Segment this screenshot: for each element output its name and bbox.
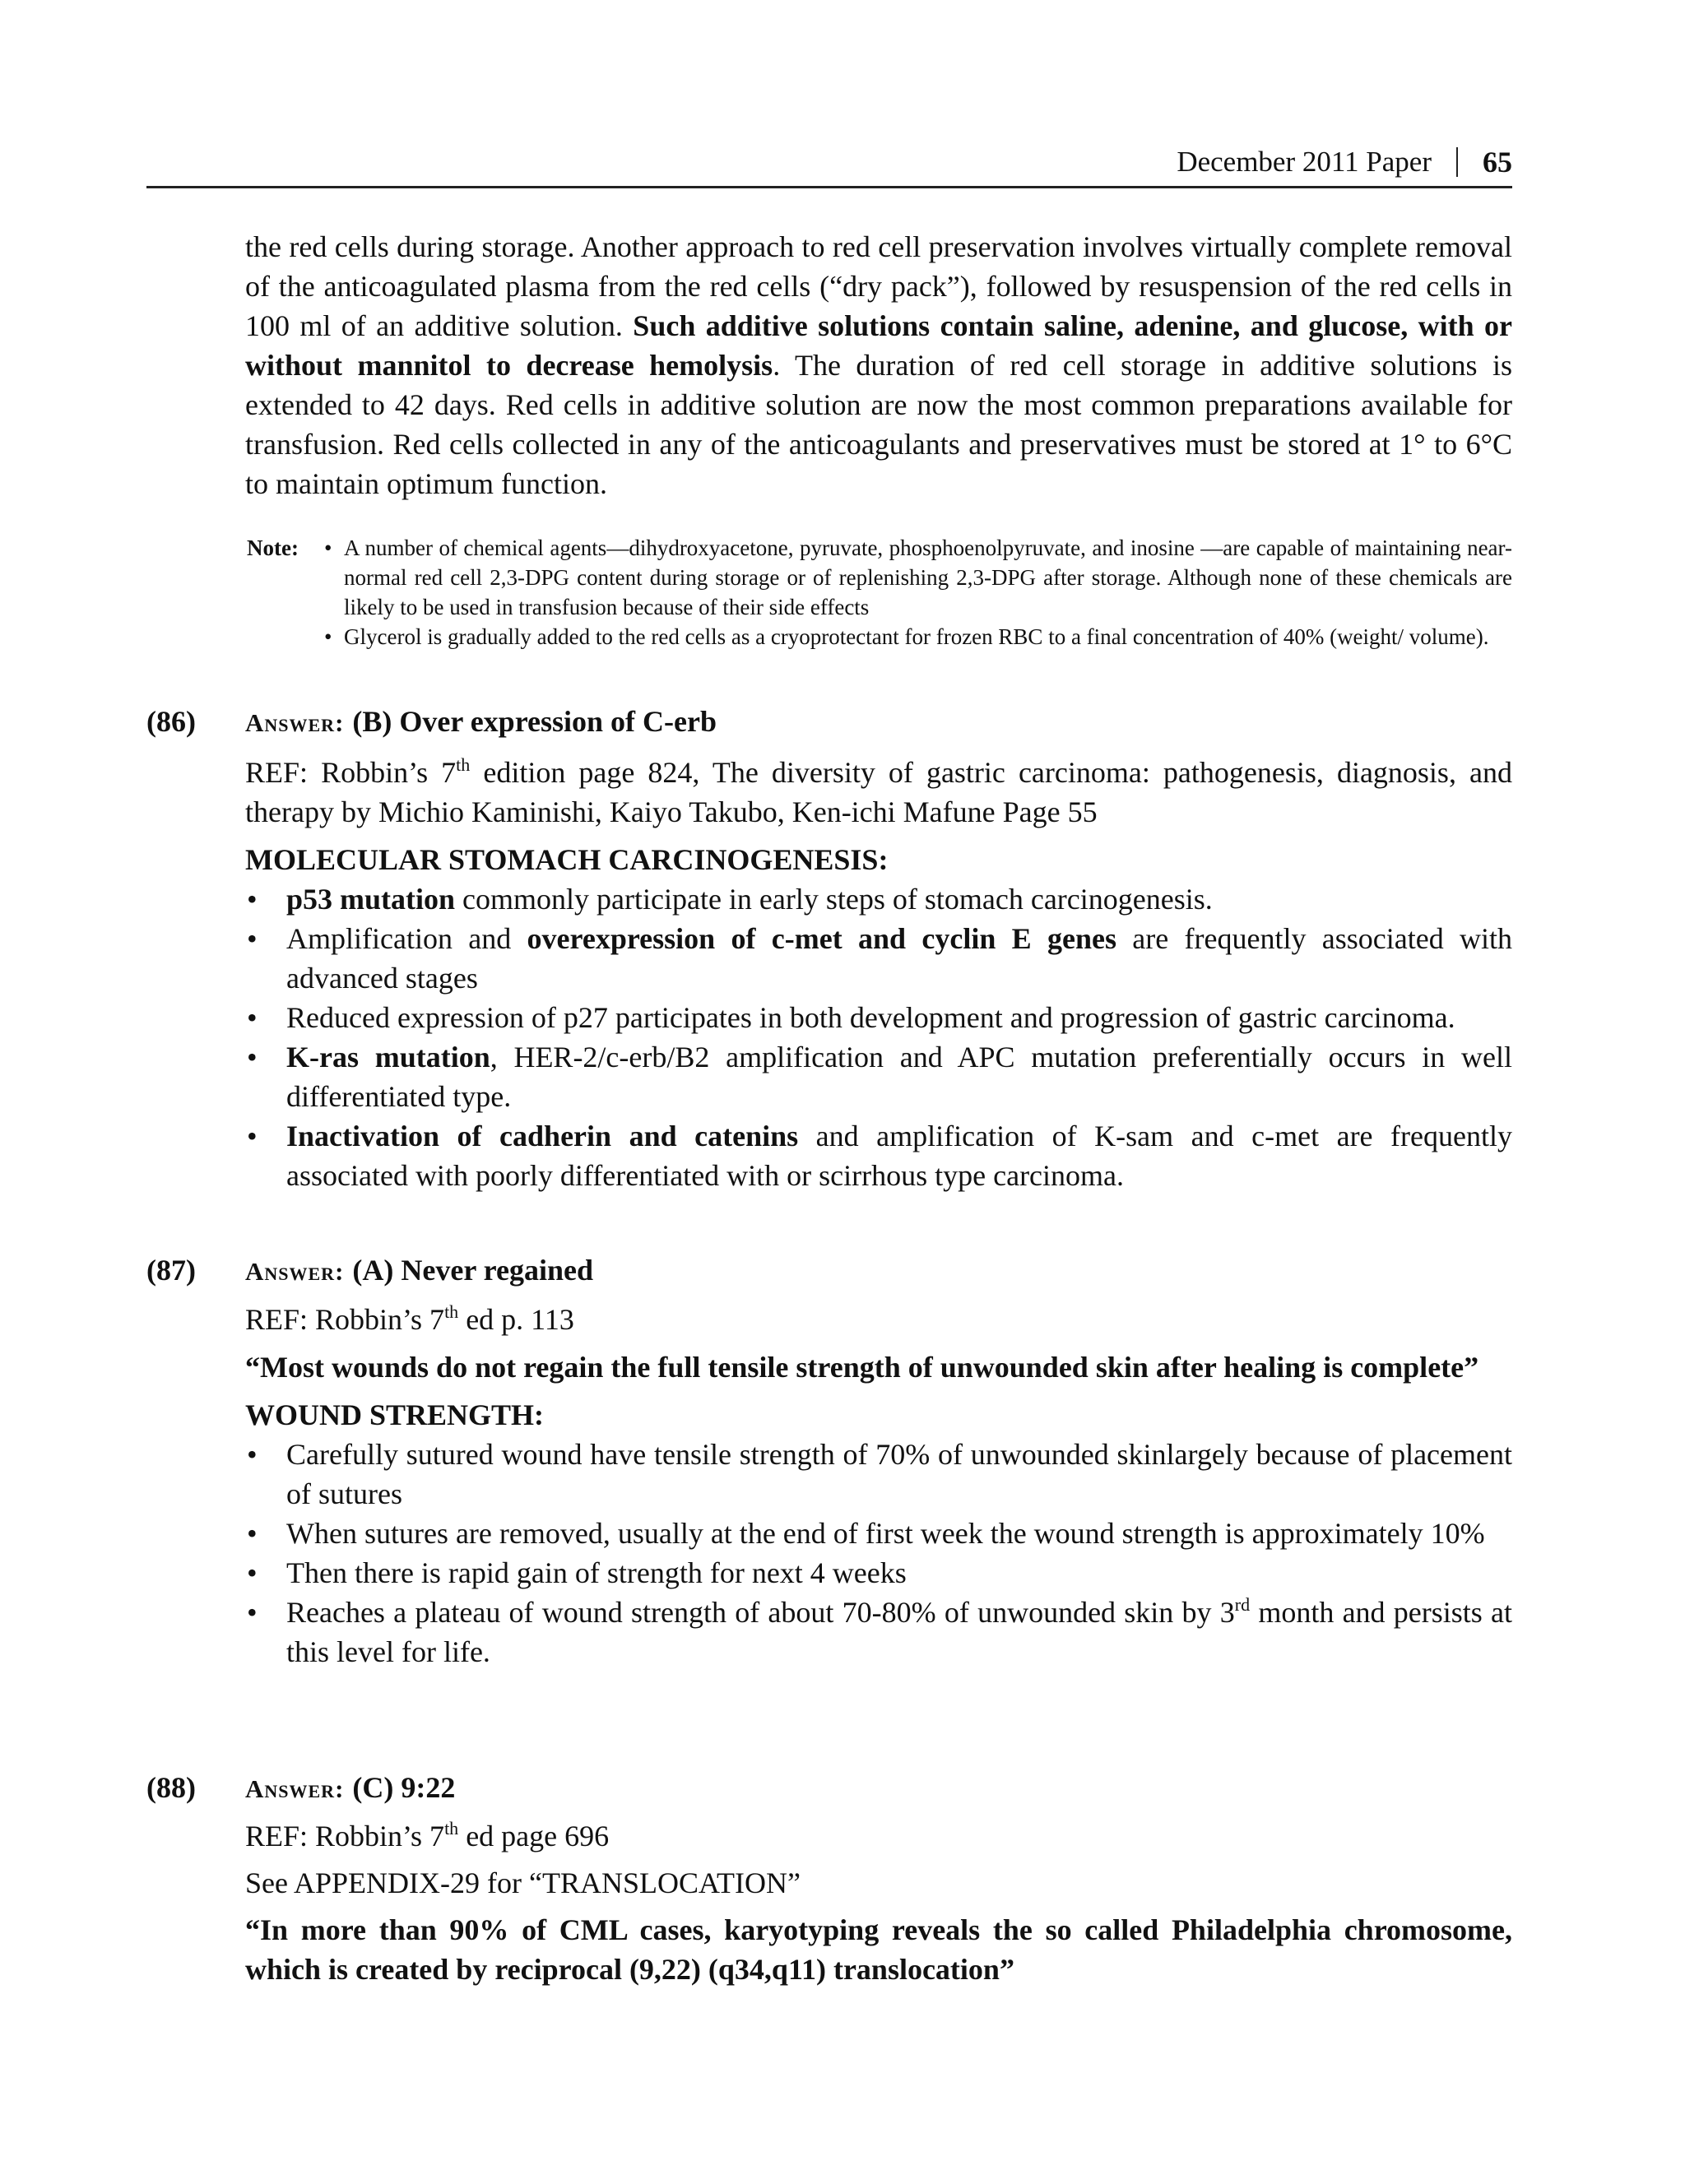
bullet-icon: • — [247, 1596, 258, 1629]
list-item: • When sutures are removed, usually at the end of first week the wound strength is approximately 10% — [245, 1514, 1512, 1553]
header-separator — [1456, 147, 1458, 177]
key-quote: “Most wounds do not regain the full tensile strength of unwounded skin after healing is complete” — [245, 1351, 1479, 1384]
list-item: • Inactivation of cadherin and catenins and amplification of K-sam and c-met are frequently associated with poorly differentiated with or scirrhous type carcinoma. — [245, 1116, 1512, 1195]
reference: REF: Robbin’s 7th ed page 696 — [245, 1818, 610, 1852]
intro-section — [245, 227, 1512, 503]
answer-88-body — [245, 1816, 1512, 1989]
note-box — [245, 533, 1512, 651]
list-item: • Carefully sutured wound have tensile strength of 70% of unwounded skinlargely because of placement of sutures — [245, 1435, 1512, 1514]
bullet-icon: • — [247, 1001, 258, 1034]
answer-86-body — [245, 753, 1512, 1195]
bullet-icon: • — [247, 1120, 258, 1152]
bullet-icon: • — [247, 1556, 258, 1589]
see-appendix: See APPENDIX-29 for “TRANSLOCATION” — [245, 1866, 801, 1899]
bullet-list — [245, 879, 1512, 1195]
answer-label: Answer: — [245, 1774, 345, 1803]
answer-label: Answer: — [245, 1257, 345, 1286]
bullet-icon: • — [324, 624, 332, 649]
list-item: • Reaches a plateau of wound strength of about 70-80% of unwounded skin by 3rd month and persists at this level for life. — [247, 1594, 1512, 1668]
bullet-icon: • — [247, 1517, 258, 1550]
bullet-icon: • — [247, 922, 258, 955]
bullet-icon: • — [247, 1041, 258, 1073]
page-number: 65 — [1483, 146, 1512, 179]
answer-88: Answer: (C) 9:22 — [245, 1771, 456, 1804]
bullet-icon: • — [247, 883, 258, 916]
question-number-87: (87) — [146, 1254, 196, 1287]
note-label: Note: — [247, 536, 299, 560]
list-item: • Then there is rapid gain of strength for next 4 weeks — [245, 1553, 1512, 1593]
bullet-icon: • — [247, 1438, 258, 1471]
reference: REF: Robbin’s 7th edition page 824, The diversity of gastric carcinoma: pathogenesis, diagnosis, and therapy by Michio Kaminishi, Kaiyo Takubo, Ken-ichi Mafune Page 55 — [245, 754, 1512, 828]
intro-paragraph: the red cells during storage. Another approach to red cell preservation involves virtually complete removal of the anticoagulated plasma from the red cells (“dry pack”), followed by resuspension of the red cells in 100 ml of an additive solution. Such additive solutions contain saline, adenine, and glucose, with or without mannitol to decrease hemolysis. The duration of red cell storage in additive solutions is extended to 42 days. Red cells in additive solution are now the most common preparations available for transfusion. Red cells collected in any of the anticoagulants and preservatives must be stored at 1° to 6°C to maintain optimum function. — [245, 230, 1512, 500]
answer-label: Answer: — [245, 708, 345, 737]
section-heading: WOUND STRENGTH: — [245, 1398, 545, 1431]
list-item: • p53 mutation commonly participate in early steps of stomach carcinogenesis. — [245, 879, 1512, 919]
reference: REF: Robbin’s 7th ed p. 113 — [245, 1301, 574, 1336]
note-item: • Glycerol is gradually added to the red cells as a cryoprotectant for frozen RBC to a final concentration of 40% (weight/ volume). — [324, 622, 1512, 651]
note-list — [245, 533, 1512, 651]
answer-86: Answer: (B) Over expression of C-erb — [245, 705, 717, 738]
key-quote: “In more than 90% of CML cases, karyotyping reveals the so called Philadelphia chromosome, which is created by reciprocal (9,22) (q34,q11) translocation” — [245, 1913, 1512, 1986]
section-heading: MOLECULAR STOMACH CARCINOGENESIS: — [245, 843, 889, 876]
question-number-86: (86) — [146, 705, 196, 738]
header-title: December 2011 Paper — [1177, 146, 1432, 178]
note-item: • A number of chemical agents—dihydroxyacetone, pyruvate, phosphoenolpyruvate, and inosine —are capable of maintaining near-normal red cell 2,3-DPG content during storage or of replenishing 2,3-DPG after storage. Although none of these chemicals are likely to be used in transfusion because of their side effects — [324, 533, 1512, 622]
running-header — [146, 141, 1512, 188]
list-item: • K-ras mutation, HER-2/c-erb/B2 amplification and APC mutation preferentially occurs in well differentiated type. — [245, 1037, 1512, 1116]
question-number-88: (88) — [146, 1771, 196, 1804]
answer-87-body — [245, 1300, 1512, 1672]
answer-87: Answer: (A) Never regained — [245, 1254, 593, 1287]
bullet-list — [245, 1435, 1512, 1672]
list-item: • Amplification and overexpression of c-met and cyclin E genes are frequently associated with advanced stages — [245, 919, 1512, 998]
bullet-icon: • — [324, 536, 332, 560]
list-item: • Reduced expression of p27 participates in both development and progression of gastric carcinoma. — [245, 998, 1512, 1037]
